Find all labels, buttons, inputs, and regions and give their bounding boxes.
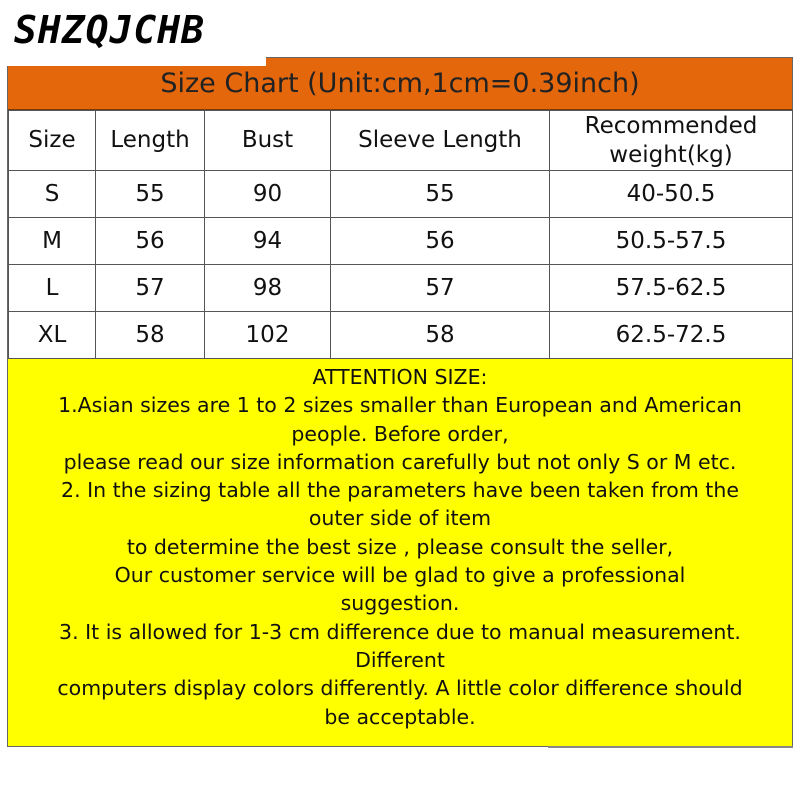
cell-sleeve-length: 57 [331, 265, 550, 312]
cell-sleeve-length: 56 [331, 218, 550, 265]
table-row [9, 312, 793, 359]
notice-line: suggestion. [340, 591, 460, 616]
notice-line: computers display colors differently. A little color difference should [57, 676, 743, 701]
cell-weight: 40-50.5 [550, 171, 793, 218]
cell-length: 56 [96, 218, 205, 265]
cell-size: XL [9, 312, 96, 359]
brand-logo: SHZQJCHB [0, 0, 266, 66]
cell-size: M [9, 218, 96, 265]
cell-weight: 57.5-62.5 [550, 265, 793, 312]
size-chart [7, 57, 793, 747]
cell-bust: 98 [205, 265, 331, 312]
cell-weight: 62.5-72.5 [550, 312, 793, 359]
notice-line: to determine the best size , please consult the seller, [126, 534, 674, 559]
table-row [9, 265, 793, 312]
cell-size: S [9, 171, 96, 218]
attention-notice [8, 359, 792, 746]
header-length: Length [96, 111, 205, 171]
notice-line: please read our size information carefully but not only S or M etc. [63, 449, 737, 474]
notice-line: Our customer service will be glad to give a professional [114, 563, 686, 588]
cell-length: 57 [96, 265, 205, 312]
header-sleeve-length: Sleeve Length [331, 111, 550, 171]
cell-length: 58 [96, 312, 205, 359]
notice-line: be acceptable. [324, 704, 476, 729]
header-size: Size [9, 111, 96, 171]
notice-line: 1.Asian sizes are 1 to 2 sizes smaller than European and American [58, 393, 742, 418]
notice-line: 2. In the sizing table all the parameters have been taken from the [61, 478, 739, 503]
bottom-divider [548, 746, 793, 748]
notice-heading: ATTENTION SIZE: [312, 365, 488, 389]
notice-line: people. Before order, [291, 421, 509, 446]
cell-bust: 90 [205, 171, 331, 218]
cell-weight: 50.5-57.5 [550, 218, 793, 265]
table-row [9, 218, 793, 265]
cell-size: L [9, 265, 96, 312]
header-recommended-weight: Recommended weight(kg) [550, 111, 793, 171]
notice-line: outer side of item [308, 506, 492, 531]
size-chart-title: Size Chart (Unit:cm,1cm=0.39inch) [8, 58, 792, 110]
notice-line: Different [355, 647, 445, 672]
cell-sleeve-length: 58 [331, 312, 550, 359]
notice-line: 3. It is allowed for 1-3 cm difference due to manual measurement. [59, 619, 741, 644]
table-header-row [9, 111, 793, 171]
cell-sleeve-length: 55 [331, 171, 550, 218]
header-bust: Bust [205, 111, 331, 171]
cell-bust: 94 [205, 218, 331, 265]
cell-length: 55 [96, 171, 205, 218]
table-row [9, 171, 793, 218]
cell-bust: 102 [205, 312, 331, 359]
size-table [8, 110, 793, 359]
